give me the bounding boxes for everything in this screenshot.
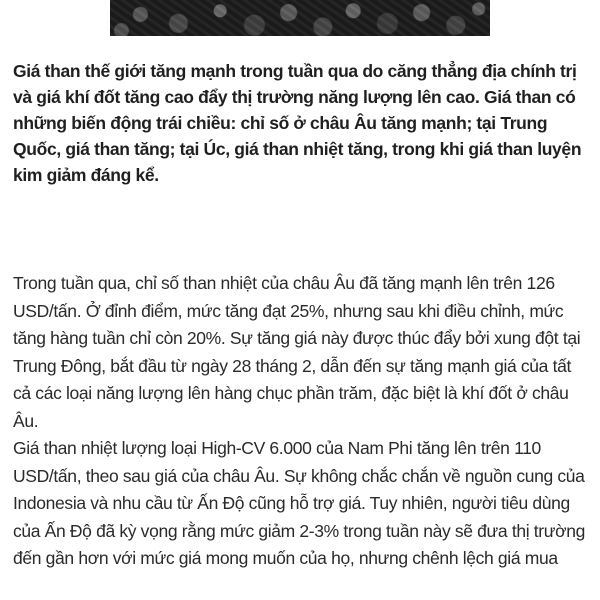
article-paragraph: Trong tuần qua, chỉ số than nhiệt của châu Âu đã tăng mạnh lên trên 126 USD/tấn. Ở đỉnh điểm, mức tăng đạt 25%, nhưng sau khi điều chỉnh, mức tăng hàng tuần chỉ còn 20%. Sự tăng giá này được thúc đẩy bởi xung đột tại Trung Đông, bắt đầu từ ngày 28 tháng 2, dẫn đến sự tăng mạnh giá của tất cả các loại năng lượng lên hàng chục phần trăm, đặc biệt là khí đốt ở châu Âu.: [13, 273, 581, 431]
coal-photo: [110, 0, 490, 36]
article-paragraph: Giá than nhiệt lượng loại High-CV 6.000 của Nam Phi tăng lên trên 110 USD/tấn, theo sau giá của châu Âu. Sự không chắc chắn về nguồn cung của Indonesia và nhu cầu từ Ấn Độ cũng hỗ trợ giá. Tuy nhiên, người tiêu dùng của Ấn Độ đã kỳ vọng rằng mức giảm 2-3% trong tuần này sẽ đưa thị trường đến gần hơn với mức giá mong muốn của họ, nhưng chênh lệch giá mua: [13, 438, 586, 568]
article-lead: Giá than thế giới tăng mạnh trong tuần qua do căng thẳng địa chính trị và giá khí đốt tăng cao đẩy thị trường năng lượng lên cao. Giá than có những biến động trái chiều: chỉ số ở châu Âu tăng mạnh; tại Trung Quốc, giá than tăng; tại Úc, giá than nhiệt tăng, trong khi giá than luyện kim giảm đáng kể.: [13, 61, 582, 185]
article-body: [13, 270, 591, 573]
